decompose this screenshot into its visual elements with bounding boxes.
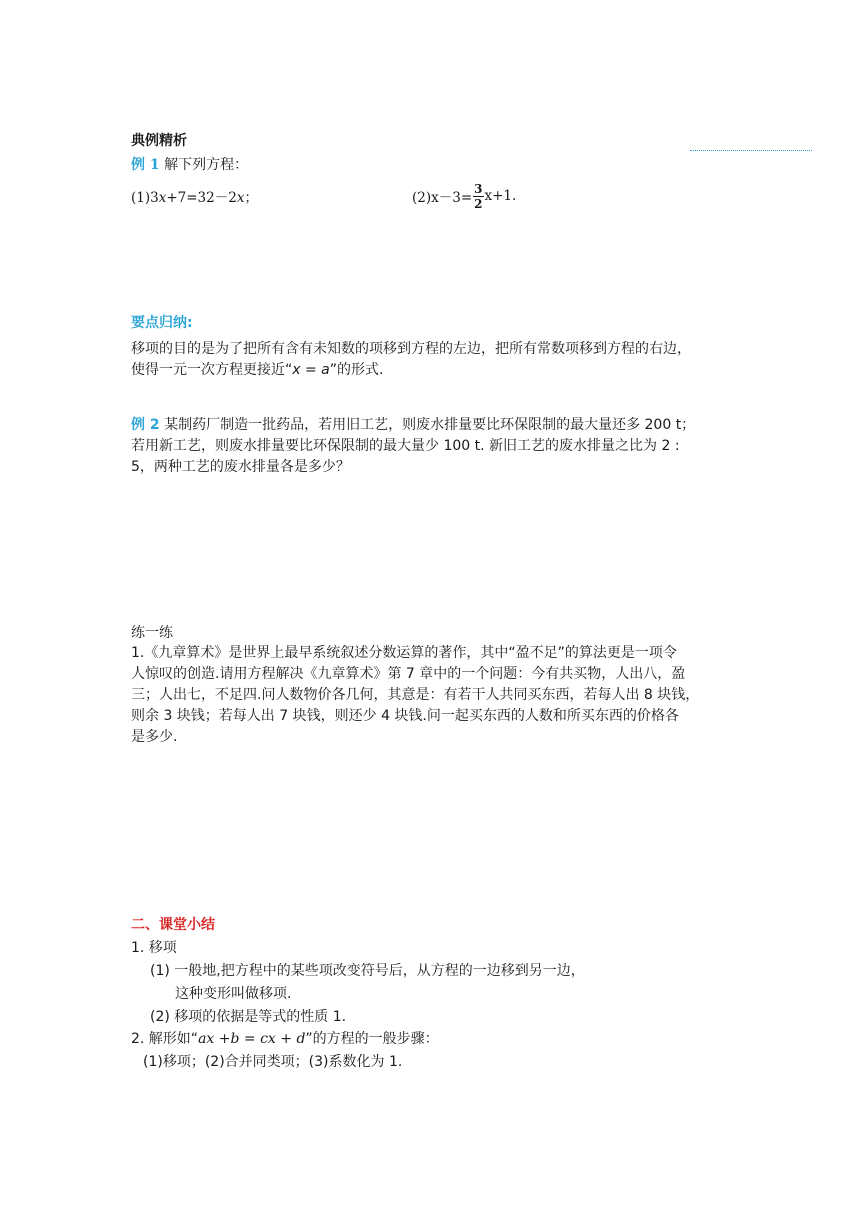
equation-1-part: +7=32－2 xyxy=(166,190,237,206)
equation-2-part: (2)x－3= xyxy=(412,190,473,206)
example2-line xyxy=(131,415,731,436)
fraction xyxy=(473,183,483,210)
key-points-line xyxy=(131,360,731,381)
example2-line: 若用新工艺，则废水排量要比环保限制的最大量少 100 t. 新旧工艺的废水排量之比为 2 : xyxy=(131,438,680,454)
summary-item-1-1b: 这种变形叫做移项. xyxy=(175,986,292,1002)
key-points-text: ”的形式. xyxy=(329,362,384,378)
summary-item-1-2: (2) 移项的依据是等式的性质 1. xyxy=(150,1009,347,1025)
example2-line: 5，两种工艺的废水排量各是多少？ xyxy=(131,459,350,475)
fraction-numerator: 3 xyxy=(474,181,483,196)
summary-item-1: 1. 移项 xyxy=(131,940,177,956)
summary-item-2 xyxy=(131,1028,439,1048)
summary-item-2-text: ”的方程的一般步骤： xyxy=(305,1031,439,1047)
section-title: 典例精析 xyxy=(131,133,187,149)
practice-body xyxy=(131,643,731,748)
example2-text: 某制药厂制造一批药品，若用旧工艺，则废水排量要比环保限制的最大量还多 200 t； xyxy=(164,417,696,433)
example1-label: 例 1 xyxy=(131,157,160,173)
practice-line: 则余 3 块钱；若每人出 7 块钱，则还少 4 块钱.问一起买东西的人数和所买东西的价格各 xyxy=(131,708,679,724)
example1-prompt: 解下列方程： xyxy=(164,157,249,173)
summary-item-2-text: 2. 解形如“ xyxy=(131,1031,199,1047)
key-points-formula: x = a xyxy=(292,362,330,378)
equation-1-var: x xyxy=(158,190,167,206)
practice-heading: 练一练 xyxy=(131,625,173,641)
key-points-heading: 要点归纳: xyxy=(131,315,193,331)
summary-heading: 二、课堂小结 xyxy=(131,917,215,933)
example2-body xyxy=(131,415,731,478)
equation-1-part: (1)3 xyxy=(131,190,159,206)
fraction-denominator: 2 xyxy=(474,196,483,211)
key-points-text: 使得一元一次方程更接近“ xyxy=(131,362,293,378)
decorative-dotted-line xyxy=(690,150,812,151)
equation-2-part: x+1. xyxy=(484,188,517,204)
summary-item-2-formula: ax +b = cx + d xyxy=(198,1031,306,1047)
example1-header xyxy=(131,154,248,174)
summary-item-2-steps: (1)移项；(2)合并同类项；(3)系数化为 1. xyxy=(143,1054,403,1070)
equation-2 xyxy=(412,176,516,216)
summary-item-1-1a: (1) 一般地,把方程中的某些项改变符号后，从方程的一边移到另一边， xyxy=(150,963,585,979)
practice-line: 三；人出七，不足四.问人数物价各几何，其意是：有若干人共同买东西，若每人出 8 块钱， xyxy=(131,687,700,703)
equation-1-var: x xyxy=(236,190,245,206)
practice-line: 人惊叹的创造.请用方程解决《九章算术》第 7 章中的一个问题：今有共买物，人出八，盈 xyxy=(131,666,686,682)
key-points-line: 移项的目的是为了把所有含有未知数的项移到方程的左边，把所有常数项移到方程的右边， xyxy=(131,341,691,357)
practice-line: 是多少. xyxy=(131,729,178,745)
equation-1 xyxy=(131,186,258,206)
practice-line: 1.《九章算术》是世界上最早系统叙述分数运算的著作，其中“盈不足”的算法更是一项令 xyxy=(131,645,677,661)
key-points-body xyxy=(131,339,731,381)
example2-label: 例 2 xyxy=(131,417,160,433)
equation-1-part: ； xyxy=(244,190,258,206)
